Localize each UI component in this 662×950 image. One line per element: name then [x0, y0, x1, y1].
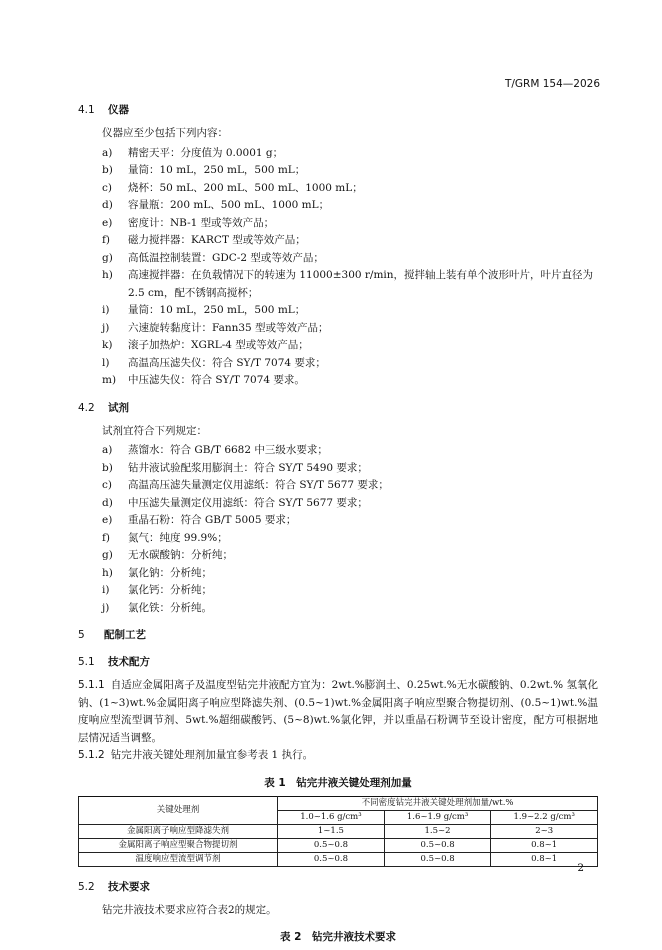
list-text: 中压滤失仪：符合 SY/T 7074 要求。 [128, 374, 305, 386]
list-marker: l) [102, 356, 110, 369]
section-title: 技术要求 [108, 880, 150, 893]
list-item [102, 355, 598, 373]
table-header-density: 1.6~1.9 g/cm³ [384, 810, 491, 824]
clause-text: 自适应金属阳离子及温度型钻完井液配方宜为：2wt.%膨润土、0.25wt.%无水碳酸钠、0.2wt.% 氢氧化钠、(1~3)wt.%金属阳离子响应型降滤失剂、(0.5~1)wt.%金属阳离子响应型聚合物提切剂、(0.5~1)wt.%温度响应型流型调节剂、5wt.%超细碳酸钙、(5~8)wt.%氯化钾，并以重晶石粉调节至设计密度，配方可根据地层情况适当调整。 [78, 679, 598, 744]
section-4-2-intro: 试剂宜符合下列规定： [102, 424, 207, 437]
table-cell: 0.8~1 [491, 838, 598, 852]
table-header-density: 1.0~1.6 g/cm³ [278, 810, 385, 824]
list-item [102, 267, 598, 302]
section-5-2-text: 钻完井液技术要求应符合表2的规定。 [102, 903, 277, 916]
list-text: 重晶石粉：符合 GB/T 5005 要求； [128, 514, 297, 526]
list-text: 容量瓶：200 mL、500 mL、1000 mL； [128, 199, 330, 211]
list-item [102, 460, 598, 478]
list-marker: b) [102, 461, 113, 474]
list-text: 高速搅拌器：在负载情况下的转速为 11000±300 r/min，搅拌轴上装有单个波形叶片，叶片直径为 2.5 cm，配不锈钢高搅杯； [128, 269, 594, 299]
list-text: 量筒：10 mL，250 mL，500 mL； [128, 304, 306, 316]
list-text: 无水碳酸钠：分析纯； [128, 549, 233, 561]
list-text: 六速旋转黏度计：Fann35 型或等效产品； [128, 321, 329, 334]
list-marker: k) [102, 339, 113, 351]
list-text: 氯化钙：分析纯； [128, 584, 212, 596]
list-text: 滚子加热炉：XGRL-4 型或等效产品； [128, 339, 309, 351]
section-number: 5.2 [78, 880, 95, 893]
table-2-caption: 表 2 钻完井液技术要求 [280, 931, 396, 943]
list-text: 中压滤失量测定仪用滤纸：符合 SY/T 5677 要求； [128, 496, 368, 509]
table-header-group: 不同密度钻完井液关键处理剂加量/wt.% [278, 796, 598, 810]
table-cell: 0.5~0.8 [384, 852, 491, 866]
table-row [79, 838, 598, 852]
list-item [102, 180, 598, 198]
list-text: 密度计：NB-1 型或等效产品； [128, 216, 275, 229]
table-cell: 0.5~0.8 [384, 838, 491, 852]
list-text: 精密天平：分度值为 0.0001 g； [128, 146, 284, 159]
list-item [102, 477, 598, 495]
list-marker: i) [102, 584, 110, 596]
table-cell: 0.5~0.8 [278, 838, 385, 852]
list-text: 氯化铁：分析纯。 [128, 601, 212, 614]
section-4-1-intro: 仪器应至少包括下列内容： [102, 127, 228, 139]
list-marker: f) [102, 234, 110, 246]
table-cell: 温度响应型流型调节剂 [79, 852, 278, 866]
table-cell: 金属阳离子响应型降滤失剂 [79, 824, 278, 838]
clause-5-1-2 [78, 747, 598, 765]
table-cell: 2~3 [491, 824, 598, 838]
list-text: 烧杯：50 mL、200 mL、500 mL、1000 mL； [128, 181, 363, 194]
list-marker: j) [102, 321, 110, 334]
list-marker: h) [102, 269, 113, 281]
list-marker: g) [102, 251, 113, 264]
document-id: T/GRM 154—2026 [504, 78, 600, 90]
clause-5-1-1 [78, 677, 598, 747]
table-cell: 1.5~2 [384, 824, 491, 838]
section-number: 4.1 [78, 104, 95, 116]
section-5-heading [78, 627, 598, 642]
list-marker: d) [102, 496, 113, 509]
list-text: 氮气：纯度 99.9%； [128, 531, 228, 544]
list-marker: e) [102, 216, 113, 229]
list-item [102, 565, 598, 583]
list-item [102, 145, 598, 163]
table-1-caption: 表 1 钻完井液关键处理剂加量 [264, 776, 412, 789]
list-marker: d) [102, 199, 113, 211]
section-number: 5 [78, 629, 85, 641]
list-item [102, 530, 598, 548]
table-cell: 0.5~0.8 [278, 852, 385, 866]
section-number: 5.1 [78, 656, 95, 668]
table-cell: 0.8~1 [491, 852, 598, 866]
section-title: 技术配方 [108, 656, 150, 668]
section-5-1-heading [78, 654, 598, 669]
section-5-2-heading [78, 879, 598, 894]
list-item [102, 320, 598, 338]
list-item [102, 547, 598, 565]
list-item [102, 337, 598, 355]
list-marker: m) [102, 374, 117, 386]
table-cell: 1~1.5 [278, 824, 385, 838]
clause-text: 钻完井液关键处理剂加量宜参考表 1 执行。 [110, 749, 314, 761]
page-body [78, 102, 598, 950]
reagent-list [102, 442, 598, 617]
list-marker: i) [102, 304, 110, 316]
list-item [102, 372, 598, 390]
table-header-density: 1.9~2.2 g/cm³ [491, 810, 598, 824]
list-item [102, 495, 598, 513]
list-marker: b) [102, 164, 113, 176]
table-row [79, 824, 598, 838]
clause-number: 5.1.1 [78, 679, 105, 691]
list-text: 蒸馏水：符合 GB/T 6682 中三级水要求； [128, 444, 328, 456]
list-marker: a) [102, 146, 113, 159]
section-4-1-heading [78, 102, 598, 117]
list-item [102, 215, 598, 233]
list-item [102, 232, 598, 250]
list-text: 钻井液试验配浆用膨润土：符合 SY/T 5490 要求； [128, 461, 368, 474]
list-text: 高低温控制装置：GDC-2 型或等效产品； [128, 251, 324, 264]
section-title: 仪器 [108, 104, 129, 116]
list-text: 量筒：10 mL，250 mL，500 mL； [128, 164, 306, 176]
clause-number: 5.1.2 [78, 749, 105, 761]
list-marker: j) [102, 601, 110, 614]
table-1 [78, 796, 598, 867]
list-marker: h) [102, 566, 113, 579]
table-cell: 金属阳离子响应型聚合物提切剂 [79, 838, 278, 852]
instrument-list [102, 145, 598, 390]
list-marker: f) [102, 531, 110, 544]
list-item [102, 442, 598, 460]
list-marker: c) [102, 181, 112, 194]
list-item [102, 197, 598, 215]
list-text: 高温高压滤失仪：符合 SY/T 7074 要求； [128, 356, 326, 369]
section-title: 试剂 [108, 401, 129, 414]
list-text: 氯化钠：分析纯； [128, 566, 212, 579]
list-marker: c) [102, 479, 112, 491]
list-text: 高温高压滤失量测定仪用滤纸：符合 SY/T 5677 要求； [128, 479, 389, 491]
list-marker: a) [102, 444, 113, 456]
list-text: 磁力搅拌器：KARCT 型或等效产品； [128, 234, 306, 246]
list-item [102, 582, 598, 600]
section-4-2-heading [78, 400, 598, 415]
list-marker: e) [102, 514, 113, 526]
list-item [102, 512, 598, 530]
list-item [102, 250, 598, 268]
page-number: 2 [577, 862, 584, 874]
section-number: 4.2 [78, 401, 95, 414]
list-item [102, 302, 598, 320]
list-marker: g) [102, 549, 113, 561]
table-row [79, 852, 598, 866]
table-header-agent: 关键处理剂 [79, 796, 278, 824]
section-title: 配制工艺 [104, 629, 146, 641]
list-item [102, 600, 598, 618]
list-item [102, 162, 598, 180]
